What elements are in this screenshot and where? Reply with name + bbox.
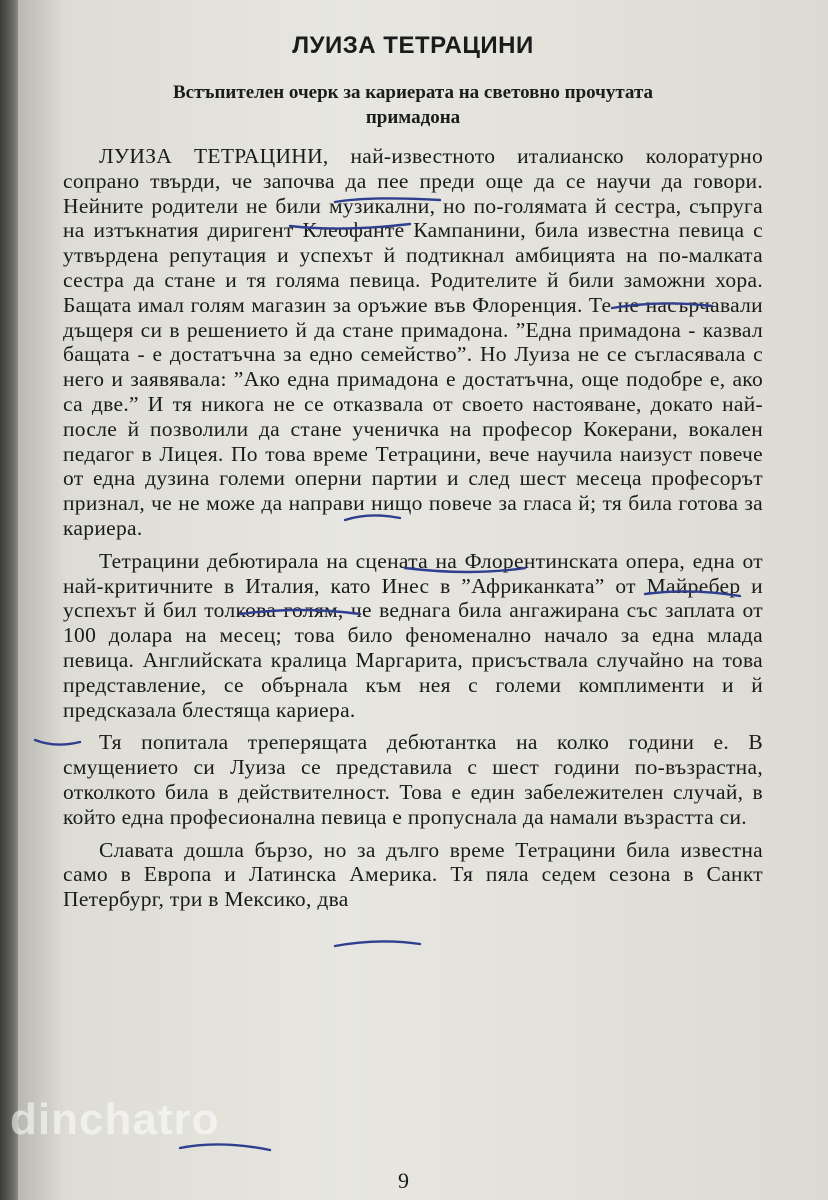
chapter-title: ЛУИЗА ТЕТРАЦИНИ: [292, 32, 534, 59]
paragraph-3: Тя попитала треперящата дебютантка на колко години е. В смущението си Луиза се представила с шест години по-възрастна, отколкото била в действителност. Това е един забележителен случай, в който една професионална певица е пропуснала да намали възрастта си.: [63, 730, 763, 829]
chapter-subtitle: Встъпителен очерк за кариерата на световно прочутата примадона: [172, 82, 654, 128]
paragraph-1: ЛУИЗА ТЕТРАЦИНИ, най-известното италианско колоратурно сопрано твърди, че започва да пее преди още да се научи да говори. Нейните родители не били музикални, но по-голямата й сестра, съпруга на изтъкнатия диригент Клеофанте Кампанини, била известна певица с утвърдена репутация и успехът й подтикнал амбицията на по-малката сестра да стане и тя голяма певица. Родителите й били заможни хора. Бащата имал голям магазин за оръжие във Флоренция. Те не насърчавали дъщеря си в решението й да стане примадона. ”Една примадона - казвал бащата - е достатъчна за едно семейство”. Но Луиза не се съгласявала с него и заявявала: ”Ако една примадона е достатъчна, още подобре е, ако са две.” И тя никога не се отказвала от своето настояване, докато най-после й позволили да стане ученичка на професор Кокерани, вокален педагог в Лицея. По това време Тетрацини, вече научила наизуст повече от една дузина големи оперни партии и след шест месеца професорът признал, че не може да направи нищо повече за гласа й; тя била готова за кариера.: [63, 144, 763, 540]
page-content: [63, 22, 763, 912]
page-number: 9: [398, 1168, 409, 1193]
watermark-logo: dinchatro: [10, 1095, 220, 1144]
paragraph-2: Тетрацини дебютирала на сцената на Флорентинската опера, една от най-критичните в Италия, като Инес в ”Африканката” от Майребер и успехът й бил толкова голям, че веднага била ангажирана със заплата от 100 долара на месец; това било феноменално начало за една млада певица. Английската кралица Маргарита, присъствала случайно на това представление, се обърнала към нея с големи комплименти и й предсказала блестяща кариера.: [63, 548, 763, 722]
paragraph-4: Славата дошла бързо, но за дълго време Тетрацини била известна само в Европа и Латинска Америка. Тя пяла седем сезона в Санкт Петербург, три в Мексико, два: [63, 837, 763, 912]
book-page: [18, 0, 828, 1200]
